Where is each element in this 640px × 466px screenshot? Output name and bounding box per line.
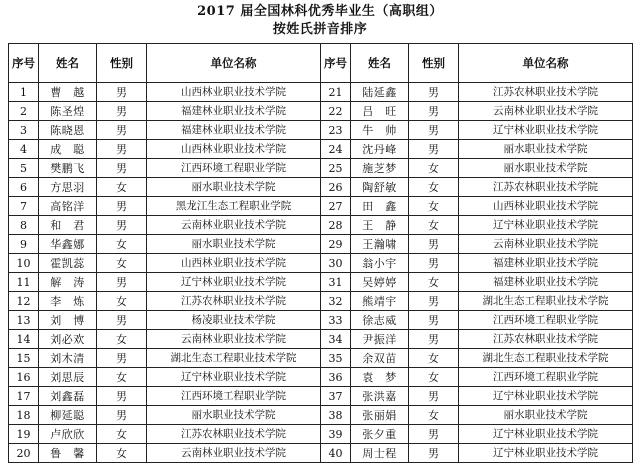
graduates-table: [8, 43, 633, 463]
document-title: 2017 届全国林科优秀毕业生（高职组）: [197, 4, 443, 19]
cell-name: 樊鹏飞: [39, 159, 97, 178]
cell-no: 35: [321, 349, 351, 368]
cell-no: 31: [321, 273, 351, 292]
cell-no: 20: [9, 444, 39, 463]
cell-no: 33: [321, 311, 351, 330]
cell-no: 17: [9, 387, 39, 406]
table-row: [9, 140, 633, 159]
cell-name: 张丽娟: [351, 406, 409, 425]
cell-no: 18: [9, 406, 39, 425]
cell-school: 江苏农林职业技术学院: [147, 425, 321, 444]
cell-name: 李 炼: [39, 292, 97, 311]
cell-gender: 女: [409, 216, 459, 235]
cell-no: 25: [321, 159, 351, 178]
table-row: [9, 235, 633, 254]
cell-name: 田 鑫: [351, 197, 409, 216]
cell-no: 37: [321, 387, 351, 406]
cell-school: 江西环境工程职业学院: [459, 368, 633, 387]
cell-name: 王瀚啸: [351, 235, 409, 254]
cell-name: 和 君: [39, 216, 97, 235]
cell-school: 福建林业职业技术学院: [147, 121, 321, 140]
cell-no: 12: [9, 292, 39, 311]
cell-name: 尹振洋: [351, 330, 409, 349]
cell-gender: 男: [97, 349, 147, 368]
cell-school: 辽宁林业职业技术学院: [459, 387, 633, 406]
table-row: [9, 349, 633, 368]
header-school: 单位名称: [459, 44, 633, 83]
table-row: [9, 444, 633, 463]
cell-no: 32: [321, 292, 351, 311]
table-row: [9, 102, 633, 121]
cell-name: 曹 越: [39, 83, 97, 102]
cell-school: 山西林业职业技术学院: [147, 254, 321, 273]
cell-no: 21: [321, 83, 351, 102]
cell-no: 13: [9, 311, 39, 330]
cell-gender: 男: [97, 273, 147, 292]
cell-name: 张夕重: [351, 425, 409, 444]
cell-gender: 女: [97, 178, 147, 197]
cell-no: 27: [321, 197, 351, 216]
cell-no: 28: [321, 216, 351, 235]
cell-no: 11: [9, 273, 39, 292]
cell-name: 周士程: [351, 444, 409, 463]
cell-gender: 男: [97, 387, 147, 406]
table-row: [9, 425, 633, 444]
cell-name: 陆延鑫: [351, 83, 409, 102]
cell-school: 江苏农林职业技术学院: [459, 330, 633, 349]
table-row: [9, 292, 633, 311]
cell-no: 1: [9, 83, 39, 102]
cell-gender: 男: [409, 140, 459, 159]
table-row: [9, 387, 633, 406]
cell-no: 15: [9, 349, 39, 368]
cell-gender: 男: [409, 425, 459, 444]
cell-name: 陈晓恩: [39, 121, 97, 140]
header-gender: 性别: [409, 44, 459, 83]
cell-school: 江苏农林职业技术学院: [459, 178, 633, 197]
cell-gender: 女: [409, 159, 459, 178]
cell-name: 成 聪: [39, 140, 97, 159]
table-row: [9, 406, 633, 425]
header-row: [9, 44, 633, 83]
cell-gender: 女: [409, 197, 459, 216]
cell-no: 14: [9, 330, 39, 349]
cell-gender: 男: [97, 311, 147, 330]
header-gender: 性别: [97, 44, 147, 83]
cell-gender: 男: [97, 197, 147, 216]
cell-gender: 女: [409, 273, 459, 292]
table-header: [9, 44, 633, 83]
table-row: [9, 254, 633, 273]
header-no: 序号: [321, 44, 351, 83]
cell-name: 陶舒敏: [351, 178, 409, 197]
cell-school: 福建林业职业技术学院: [459, 254, 633, 273]
cell-school: 江苏农林职业技术学院: [459, 83, 633, 102]
cell-name: 翁小宇: [351, 254, 409, 273]
cell-school: 福建林业职业技术学院: [147, 102, 321, 121]
cell-school: 辽宁林业职业技术学院: [147, 273, 321, 292]
cell-name: 牛 帅: [351, 121, 409, 140]
cell-no: 7: [9, 197, 39, 216]
table-row: [9, 83, 633, 102]
table-row: [9, 121, 633, 140]
header-school: 单位名称: [147, 44, 321, 83]
cell-gender: 女: [97, 292, 147, 311]
cell-gender: 女: [97, 254, 147, 273]
cell-school: 湖北生态工程职业技术学院: [147, 349, 321, 368]
cell-no: 19: [9, 425, 39, 444]
cell-school: 云南林业职业技术学院: [147, 330, 321, 349]
cell-gender: 男: [409, 292, 459, 311]
cell-gender: 男: [409, 330, 459, 349]
cell-name: 解 涛: [39, 273, 97, 292]
cell-gender: 女: [409, 349, 459, 368]
cell-gender: 女: [409, 406, 459, 425]
cell-school: 丽水职业技术学院: [147, 406, 321, 425]
cell-gender: 女: [97, 444, 147, 463]
cell-school: 湖北生态工程职业技术学院: [459, 349, 633, 368]
cell-no: 38: [321, 406, 351, 425]
cell-no: 29: [321, 235, 351, 254]
cell-name: 鲁 馨: [39, 444, 97, 463]
cell-name: 卢欣欣: [39, 425, 97, 444]
cell-name: 熊靖宇: [351, 292, 409, 311]
cell-school: 山西林业职业技术学院: [147, 83, 321, 102]
cell-gender: 男: [97, 159, 147, 178]
cell-gender: 女: [409, 368, 459, 387]
cell-school: 江西环境工程职业学院: [147, 387, 321, 406]
cell-no: 5: [9, 159, 39, 178]
cell-no: 10: [9, 254, 39, 273]
cell-school: 福建林业职业技术学院: [459, 273, 633, 292]
cell-no: 40: [321, 444, 351, 463]
cell-school: 云南林业职业技术学院: [147, 444, 321, 463]
table-row: [9, 178, 633, 197]
cell-no: 22: [321, 102, 351, 121]
cell-school: 杨凌职业技术学院: [147, 311, 321, 330]
table-row: [9, 159, 633, 178]
cell-gender: 男: [409, 387, 459, 406]
cell-school: 丽水职业技术学院: [147, 178, 321, 197]
cell-school: 辽宁林业职业技术学院: [459, 121, 633, 140]
cell-gender: 女: [97, 425, 147, 444]
cell-school: 山西林业职业技术学院: [147, 140, 321, 159]
cell-no: 2: [9, 102, 39, 121]
cell-name: 陈圣煌: [39, 102, 97, 121]
cell-name: 吴婷婷: [351, 273, 409, 292]
cell-school: 黑龙江生态工程职业学院: [147, 197, 321, 216]
cell-name: 高铭洋: [39, 197, 97, 216]
header-name: 姓名: [39, 44, 97, 83]
cell-no: 9: [9, 235, 39, 254]
document-subtitle: 按姓氏拼音排序: [272, 22, 368, 37]
table-body: [9, 83, 633, 463]
cell-no: 26: [321, 178, 351, 197]
table-row: [9, 330, 633, 349]
cell-name: 刘 博: [39, 311, 97, 330]
cell-name: 刘必欢: [39, 330, 97, 349]
cell-school: 云南林业职业技术学院: [459, 235, 633, 254]
cell-no: 39: [321, 425, 351, 444]
table-row: [9, 197, 633, 216]
cell-gender: 男: [97, 83, 147, 102]
cell-gender: 女: [409, 178, 459, 197]
cell-name: 袁 梦: [351, 368, 409, 387]
cell-name: 王 静: [351, 216, 409, 235]
cell-gender: 男: [97, 406, 147, 425]
cell-school: 云南林业职业技术学院: [147, 216, 321, 235]
cell-school: 辽宁林业职业技术学院: [147, 368, 321, 387]
cell-name: 张洪嘉: [351, 387, 409, 406]
cell-name: 余双苗: [351, 349, 409, 368]
cell-school: 江西环境工程职业学院: [459, 311, 633, 330]
cell-school: 山西林业职业技术学院: [459, 197, 633, 216]
header-name: 姓名: [351, 44, 409, 83]
cell-name: 华鑫娜: [39, 235, 97, 254]
cell-name: 施芝梦: [351, 159, 409, 178]
cell-gender: 男: [97, 121, 147, 140]
cell-no: 8: [9, 216, 39, 235]
cell-school: 丽水职业技术学院: [459, 406, 633, 425]
cell-school: 湖北生态工程职业技术学院: [459, 292, 633, 311]
cell-school: 辽宁林业职业技术学院: [459, 216, 633, 235]
cell-school: 丽水职业技术学院: [147, 235, 321, 254]
cell-no: 3: [9, 121, 39, 140]
table-row: [9, 273, 633, 292]
cell-gender: 女: [97, 368, 147, 387]
cell-no: 24: [321, 140, 351, 159]
table-row: [9, 216, 633, 235]
cell-gender: 男: [409, 235, 459, 254]
cell-name: 霍凯蕊: [39, 254, 97, 273]
cell-name: 吕 旺: [351, 102, 409, 121]
cell-gender: 男: [409, 311, 459, 330]
cell-school: 云南林业职业技术学院: [459, 102, 633, 121]
cell-name: 沈丹峰: [351, 140, 409, 159]
cell-gender: 男: [409, 102, 459, 121]
cell-name: 刘木清: [39, 349, 97, 368]
cell-school: 丽水职业技术学院: [459, 159, 633, 178]
cell-no: 6: [9, 178, 39, 197]
cell-gender: 男: [409, 121, 459, 140]
cell-school: 江苏农林职业技术学院: [147, 292, 321, 311]
cell-gender: 男: [409, 254, 459, 273]
cell-gender: 男: [97, 216, 147, 235]
cell-no: 36: [321, 368, 351, 387]
cell-no: 34: [321, 330, 351, 349]
cell-school: 丽水职业技术学院: [459, 140, 633, 159]
cell-gender: 男: [409, 83, 459, 102]
cell-no: 4: [9, 140, 39, 159]
cell-school: 辽宁林业职业技术学院: [459, 444, 633, 463]
cell-gender: 男: [97, 140, 147, 159]
cell-no: 16: [9, 368, 39, 387]
cell-gender: 男: [409, 444, 459, 463]
cell-school: 辽宁林业职业技术学院: [459, 425, 633, 444]
header-no: 序号: [9, 44, 39, 83]
cell-name: 刘思辰: [39, 368, 97, 387]
cell-no: 30: [321, 254, 351, 273]
cell-gender: 男: [97, 102, 147, 121]
cell-name: 徐志威: [351, 311, 409, 330]
cell-school: 江西环境工程职业学院: [147, 159, 321, 178]
cell-name: 刘鑫磊: [39, 387, 97, 406]
cell-gender: 女: [97, 330, 147, 349]
cell-gender: 女: [97, 235, 147, 254]
cell-name: 柳延聪: [39, 406, 97, 425]
table-row: [9, 368, 633, 387]
cell-no: 23: [321, 121, 351, 140]
cell-name: 方思羽: [39, 178, 97, 197]
table-row: [9, 311, 633, 330]
